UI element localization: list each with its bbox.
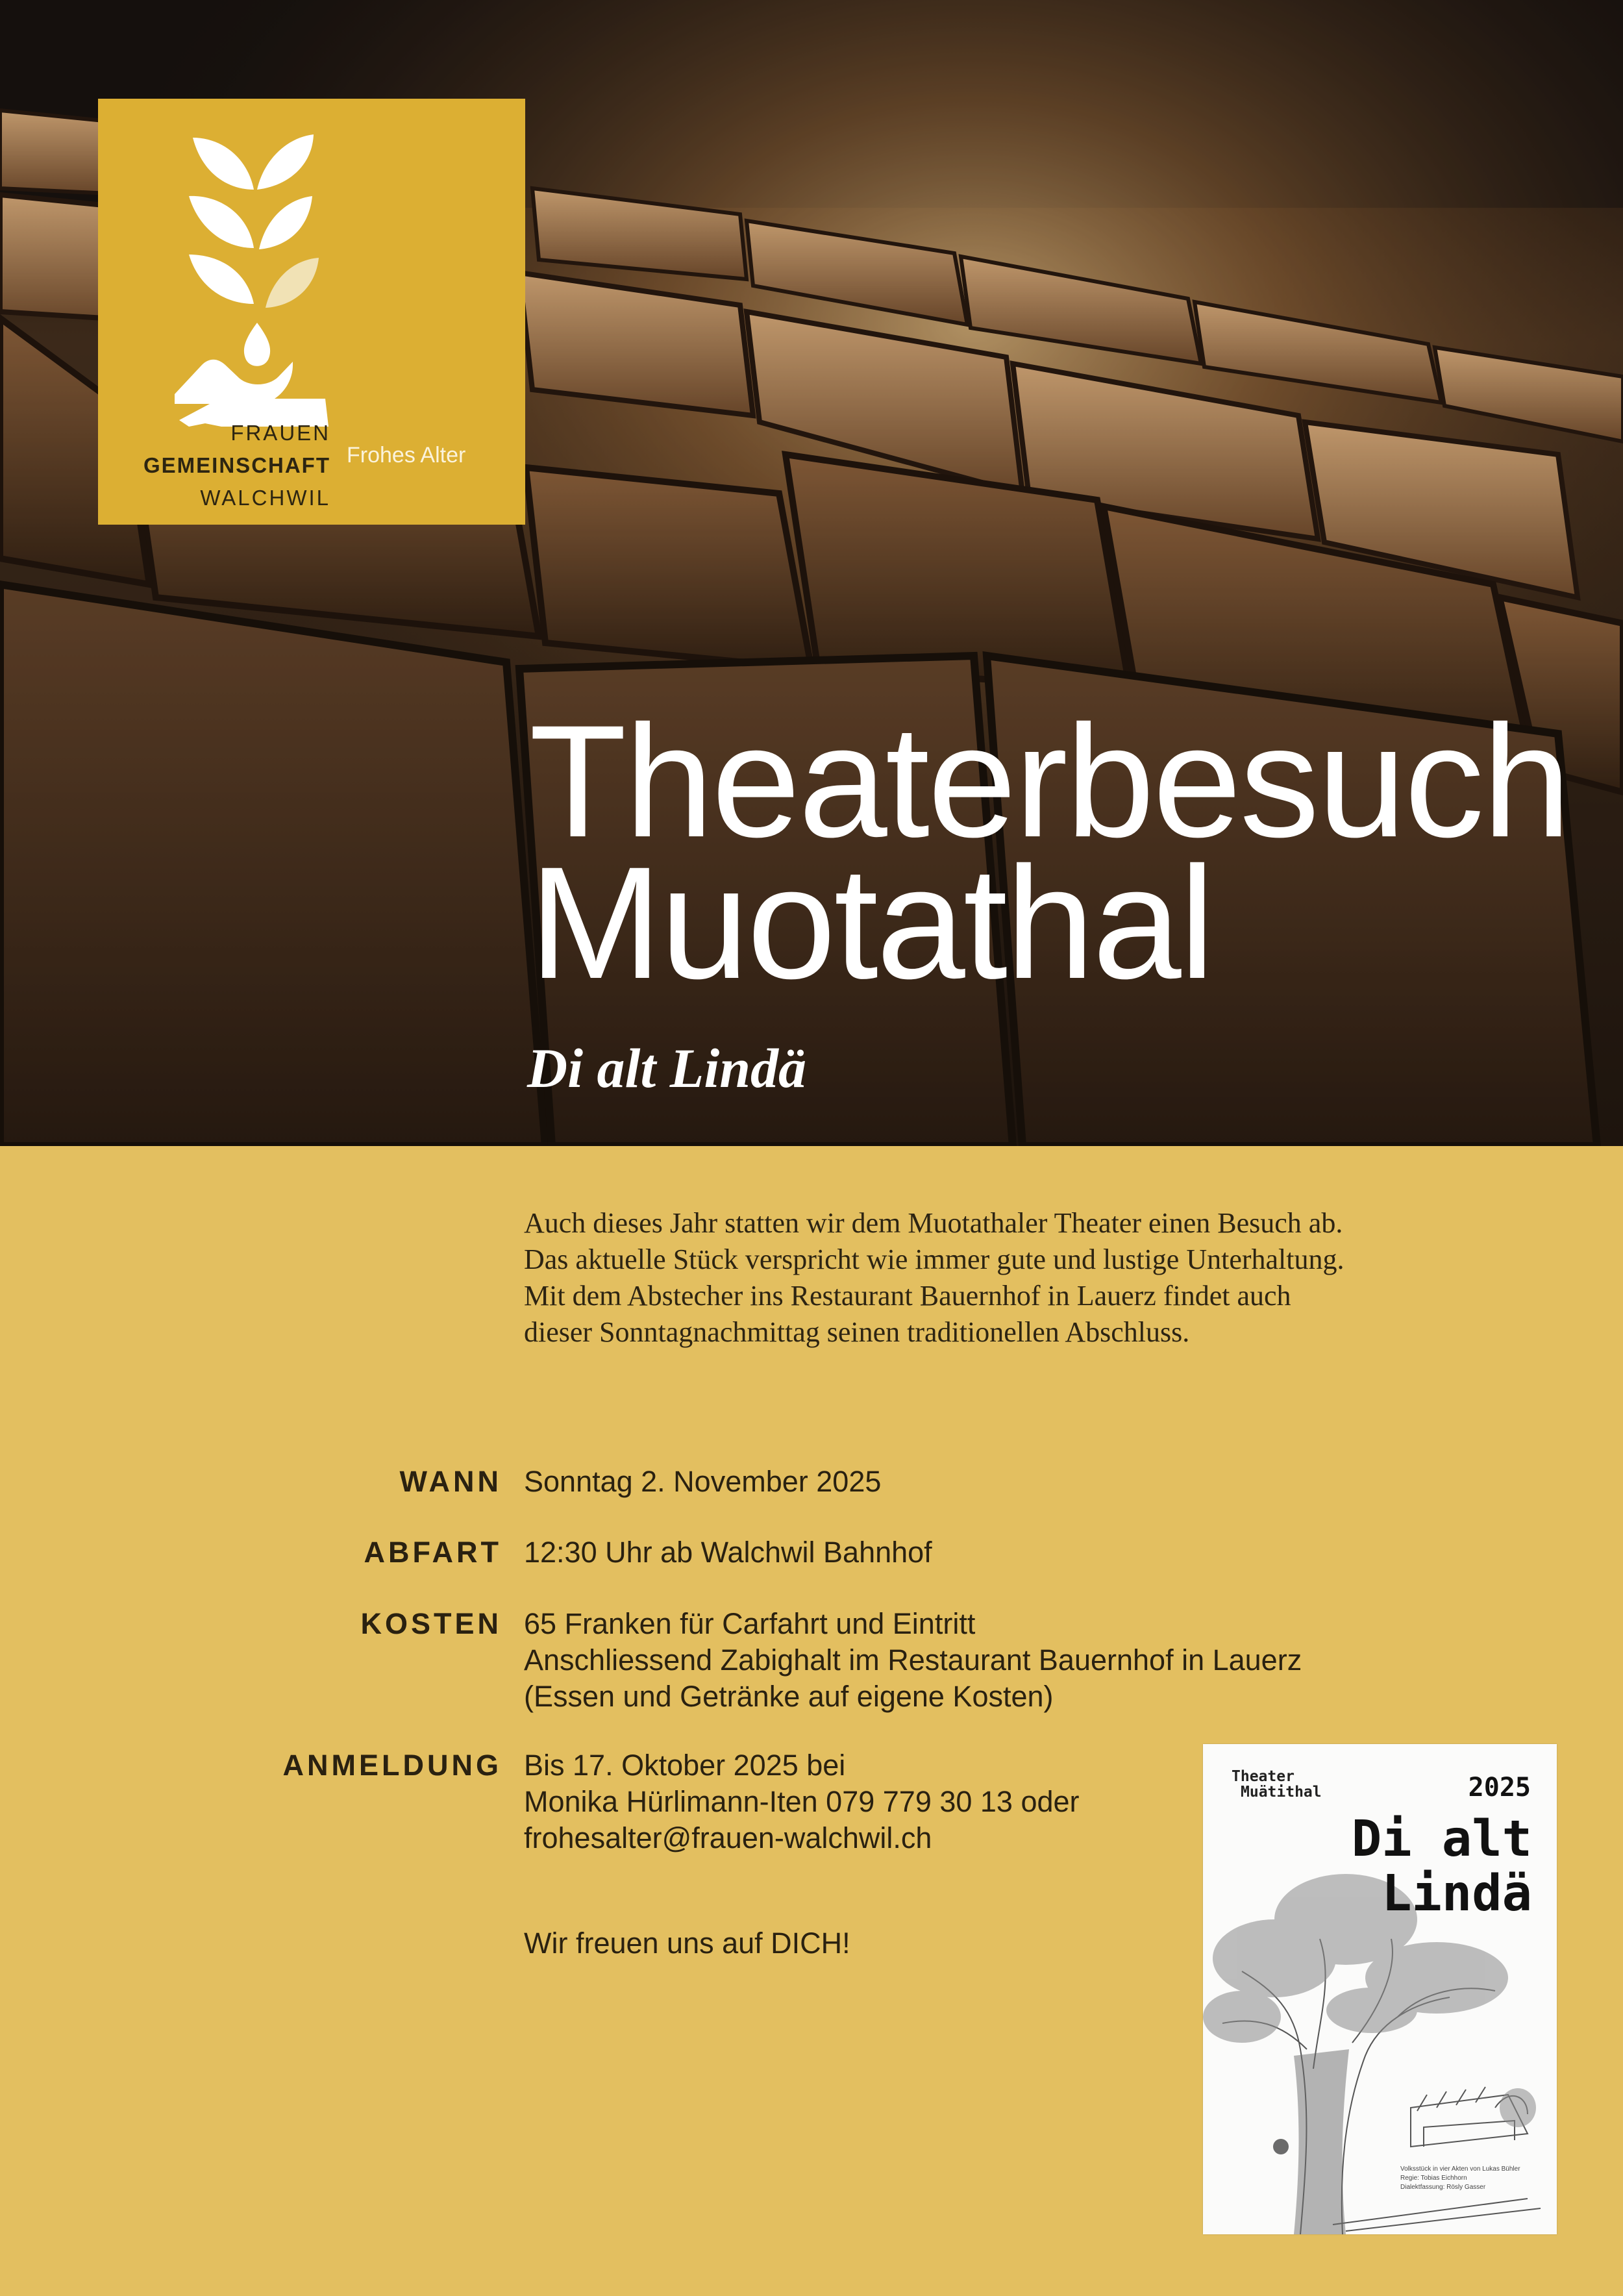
page-title <box>529 692 1570 1012</box>
poster-credit: Dialektfassung: Rösly Gasser <box>1400 2184 1486 2191</box>
organization-logo <box>98 99 525 525</box>
kosten-value <box>524 1606 1302 1715</box>
poster-credit: Volksstück in vier Akten von Lukas Bühler <box>1400 2165 1520 2173</box>
intro-line: Mit dem Abstecher ins Restaurant Bauernhof in Lauerz findet auch <box>524 1280 1291 1312</box>
intro-paragraph <box>524 1205 1517 1351</box>
anmeldung-label: ANMELDUNG <box>282 1749 502 1782</box>
org-line-2: GEMEINSCHAFT <box>143 453 330 477</box>
play-poster-image <box>1203 1744 1557 2234</box>
poster-brand-line: Theater <box>1232 1768 1295 1785</box>
kosten-line: (Essen und Getränke auf eigene Kosten) <box>524 1680 1054 1713</box>
poster-year: 2025 <box>1468 1773 1531 1803</box>
anmeldung-contact: Monika Hürlimann-Iten 079 779 30 13 oder <box>524 1785 1080 1818</box>
poster-brand <box>1232 1769 1322 1800</box>
intro-line: Auch dieses Jahr statten wir dem Muotathaler Theater einen Besuch ab. <box>524 1207 1343 1239</box>
anmeldung-value <box>524 1747 1080 1856</box>
intro-line: dieser Sonntagnachmittag seinen traditionellen Abschluss. <box>524 1316 1190 1348</box>
poster-brand-line: Muätithal <box>1241 1784 1322 1801</box>
title-line-1: Theaterbesuch <box>529 692 1570 871</box>
wann-line: Sonntag 2. November 2025 <box>524 1465 882 1498</box>
organization-name <box>143 417 330 514</box>
poster-title-line: Di alt <box>1351 1810 1532 1868</box>
title-line-2: Muotathal <box>529 834 1213 1012</box>
closing-text: Wir freuen uns auf DICH! <box>524 1927 850 1960</box>
kosten-line: 65 Franken für Carfahrt und Eintritt <box>524 1607 976 1640</box>
kosten-label: KOSTEN <box>360 1607 502 1640</box>
abfahrt-label: ABFART <box>364 1536 502 1569</box>
anmeldung-line: Bis 17. Oktober 2025 bei <box>524 1749 846 1782</box>
intro-line: Das aktuelle Stück verspricht wie immer gute und lustige Unterhaltung. <box>524 1243 1344 1275</box>
org-line-3: WALCHWIL <box>200 486 330 510</box>
abfahrt-line: 12:30 Uhr ab Walchwil Bahnhof <box>524 1536 932 1569</box>
poster-credit: Regie: Tobias Eichhorn <box>1400 2175 1467 2182</box>
poster-title-line: Lindä <box>1381 1865 1532 1923</box>
hero-photo <box>0 0 1623 1146</box>
poster-credits <box>1400 2165 1520 2192</box>
poster-title <box>1352 1812 1532 1921</box>
org-line-1: FRAUEN <box>230 421 330 445</box>
abfahrt-value <box>524 1534 932 1571</box>
kosten-line: Anschliessend Zabighalt im Restaurant Bauernhof in Lauerz <box>524 1643 1302 1677</box>
play-subtitle: Di alt Lindä <box>527 1037 807 1099</box>
wann-value <box>524 1464 881 1500</box>
organization-tagline: Frohes Alter <box>347 443 466 468</box>
wann-label: WANN <box>399 1465 502 1498</box>
anmeldung-email-link[interactable]: frohesalter@frauen-walchwil.ch <box>524 1821 932 1854</box>
